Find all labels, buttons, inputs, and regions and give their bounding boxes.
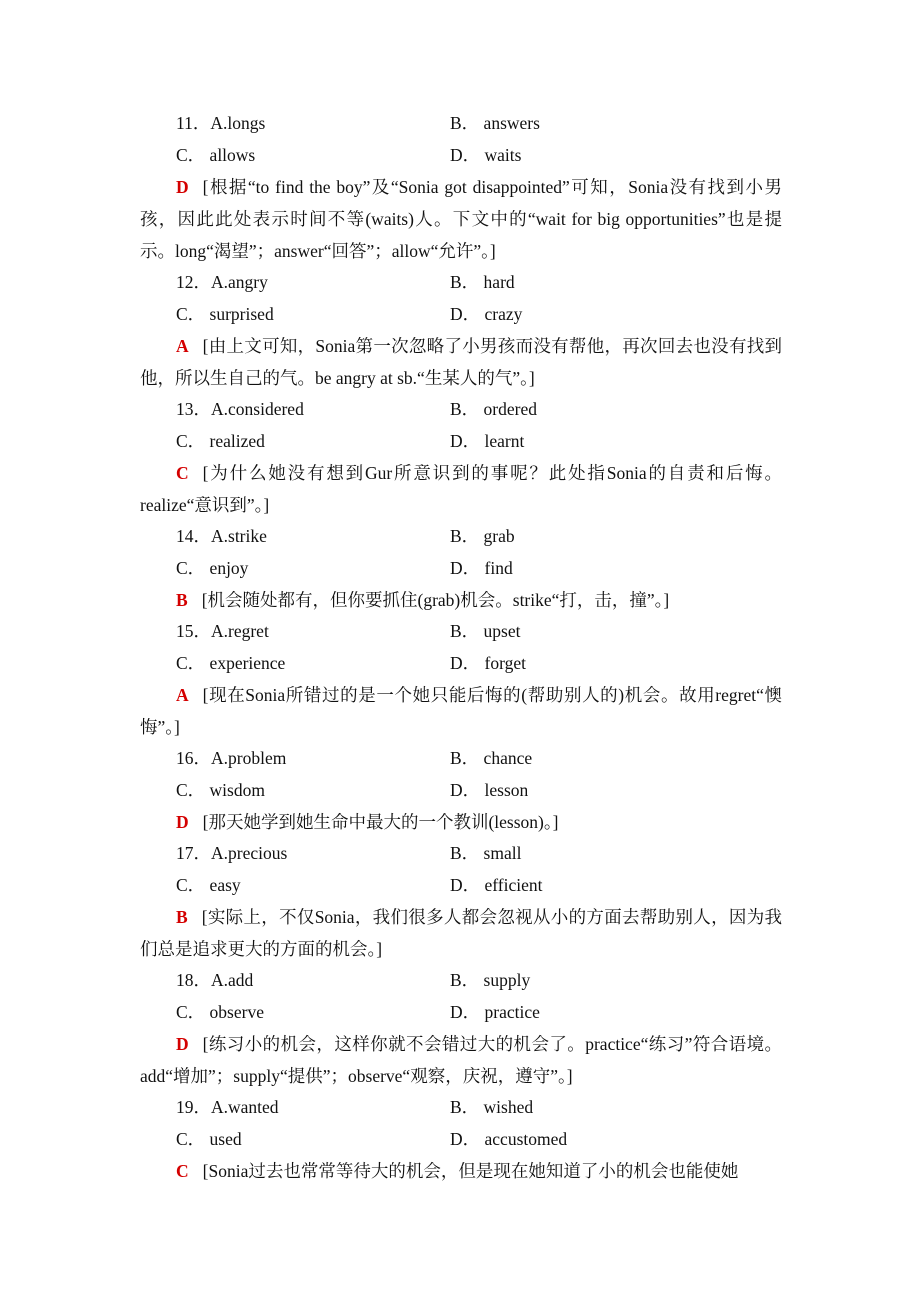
answer-letter: A <box>176 336 189 356</box>
option-b: B． grab <box>450 526 515 546</box>
answer-letter: A <box>176 685 189 705</box>
option-a: 17．A.precious <box>176 843 288 863</box>
explanation-text: [为什么她没有想到Gur所意识到的事呢？此处指Sonia的自责和后悔。realize“意识到”。] <box>140 463 782 515</box>
explanation-text: [实际上，不仅Sonia，我们很多人都会忽视从小的方面去帮助别人，因为我们总是追求更大的方面的机会。] <box>140 907 782 959</box>
option-b: B． answers <box>450 113 540 133</box>
explanation-text: [机会随处都有，但你要抓住(grab)机会。strike“打，击，撞”。] <box>201 590 670 610</box>
options-row-2 <box>140 426 782 458</box>
option-a: 11．A.longs <box>176 113 266 133</box>
explanation-text: [Sonia过去也常常等待大的机会，但是现在她知道了小的机会也能使她 <box>202 1161 739 1181</box>
option-b: B． ordered <box>450 399 537 419</box>
option-b: B． small <box>450 843 522 863</box>
explanation <box>140 457 782 521</box>
options-row-1 <box>140 267 782 299</box>
options-row-2 <box>140 553 782 585</box>
options-row-1 <box>140 108 782 140</box>
answer-letter: B <box>176 590 188 610</box>
options-row-1 <box>140 616 782 648</box>
option-d: D． accustomed <box>450 1128 568 1149</box>
option-c: C． realized <box>176 430 265 451</box>
option-a: 16．A.problem <box>176 748 287 768</box>
option-c: C． observe <box>176 1001 264 1022</box>
explanation <box>140 1155 782 1187</box>
options-row-1 <box>140 394 782 426</box>
option-d: D． waits <box>450 144 522 165</box>
option-c: C． surprised <box>176 303 274 324</box>
option-a: 15．A.regret <box>176 621 269 641</box>
options-row-2 <box>140 775 782 807</box>
options-row-1 <box>140 521 782 553</box>
explanation <box>140 584 782 616</box>
explanation-text: [那天她学到她生命中最大的一个教训(lesson)。] <box>202 812 559 832</box>
option-c: C． experience <box>176 652 286 673</box>
option-d: D． forget <box>450 652 526 673</box>
explanation <box>140 330 782 394</box>
options-row-2 <box>140 140 782 172</box>
explanation-text: [由上文可知，Sonia第一次忽略了小男孩而没有帮他，再次回去也没有找到他，所以生自己的气。be angry at sb.“生某人的气”。] <box>140 336 782 388</box>
option-b: B． upset <box>450 621 521 641</box>
explanation-text: [现在Sonia所错过的是一个她只能后悔的(帮助别人的)机会。故用regret“懊悔”。] <box>140 685 782 737</box>
option-c: C． used <box>176 1128 242 1149</box>
options-row-1 <box>140 1092 782 1124</box>
options-row-2 <box>140 299 782 331</box>
option-b: B． wished <box>450 1097 534 1117</box>
option-a: 18．A.add <box>176 970 254 990</box>
option-d: D． practice <box>450 1001 540 1022</box>
answer-letter: C <box>176 463 189 483</box>
options-row-2 <box>140 870 782 902</box>
explanation-text: [根据“to find the boy”及“Sonia got disappointed”可知，Sonia没有找到小男孩，因此此处表示时间不等(waits)人。下文中的“wait for big opportunities”也是提示。long“渴望”；answer“回答”；allow“允许”。] <box>140 177 782 261</box>
options-row-1 <box>140 743 782 775</box>
answer-letter: D <box>176 177 189 197</box>
explanation-text: [练习小的机会，这样你就不会错过大的机会了。practice“练习”符合语境。add“增加”；supply“提供”；observe“观察，庆祝，遵守”。] <box>140 1034 782 1086</box>
option-d: D． learnt <box>450 430 525 451</box>
answer-letter: D <box>176 1034 189 1054</box>
options-row-1 <box>140 965 782 997</box>
explanation <box>140 1028 782 1092</box>
option-a: 19．A.wanted <box>176 1097 279 1117</box>
option-d: D． crazy <box>450 303 523 324</box>
answer-letter: B <box>176 907 188 927</box>
explanation <box>140 806 782 838</box>
answer-key <box>140 108 782 1187</box>
explanation <box>140 901 782 965</box>
option-a: 13．A.considered <box>176 399 304 419</box>
options-row-2 <box>140 997 782 1029</box>
option-c: C． enjoy <box>176 557 249 578</box>
option-d: D． efficient <box>450 874 543 895</box>
answer-letter: D <box>176 812 189 832</box>
option-b: B． hard <box>450 272 515 292</box>
option-c: C． easy <box>176 874 241 895</box>
option-c: C． wisdom <box>176 779 265 800</box>
option-b: B． chance <box>450 748 533 768</box>
option-b: B． supply <box>450 970 531 990</box>
option-a: 14．A.strike <box>176 526 267 546</box>
explanation <box>140 171 782 267</box>
answer-letter: C <box>176 1161 189 1181</box>
option-c: C． allows <box>176 144 256 165</box>
option-d: D． lesson <box>450 779 529 800</box>
options-row-2 <box>140 648 782 680</box>
option-d: D． find <box>450 557 513 578</box>
explanation <box>140 679 782 743</box>
option-a: 12．A.angry <box>176 272 268 292</box>
options-row-2 <box>140 1124 782 1156</box>
options-row-1 <box>140 838 782 870</box>
